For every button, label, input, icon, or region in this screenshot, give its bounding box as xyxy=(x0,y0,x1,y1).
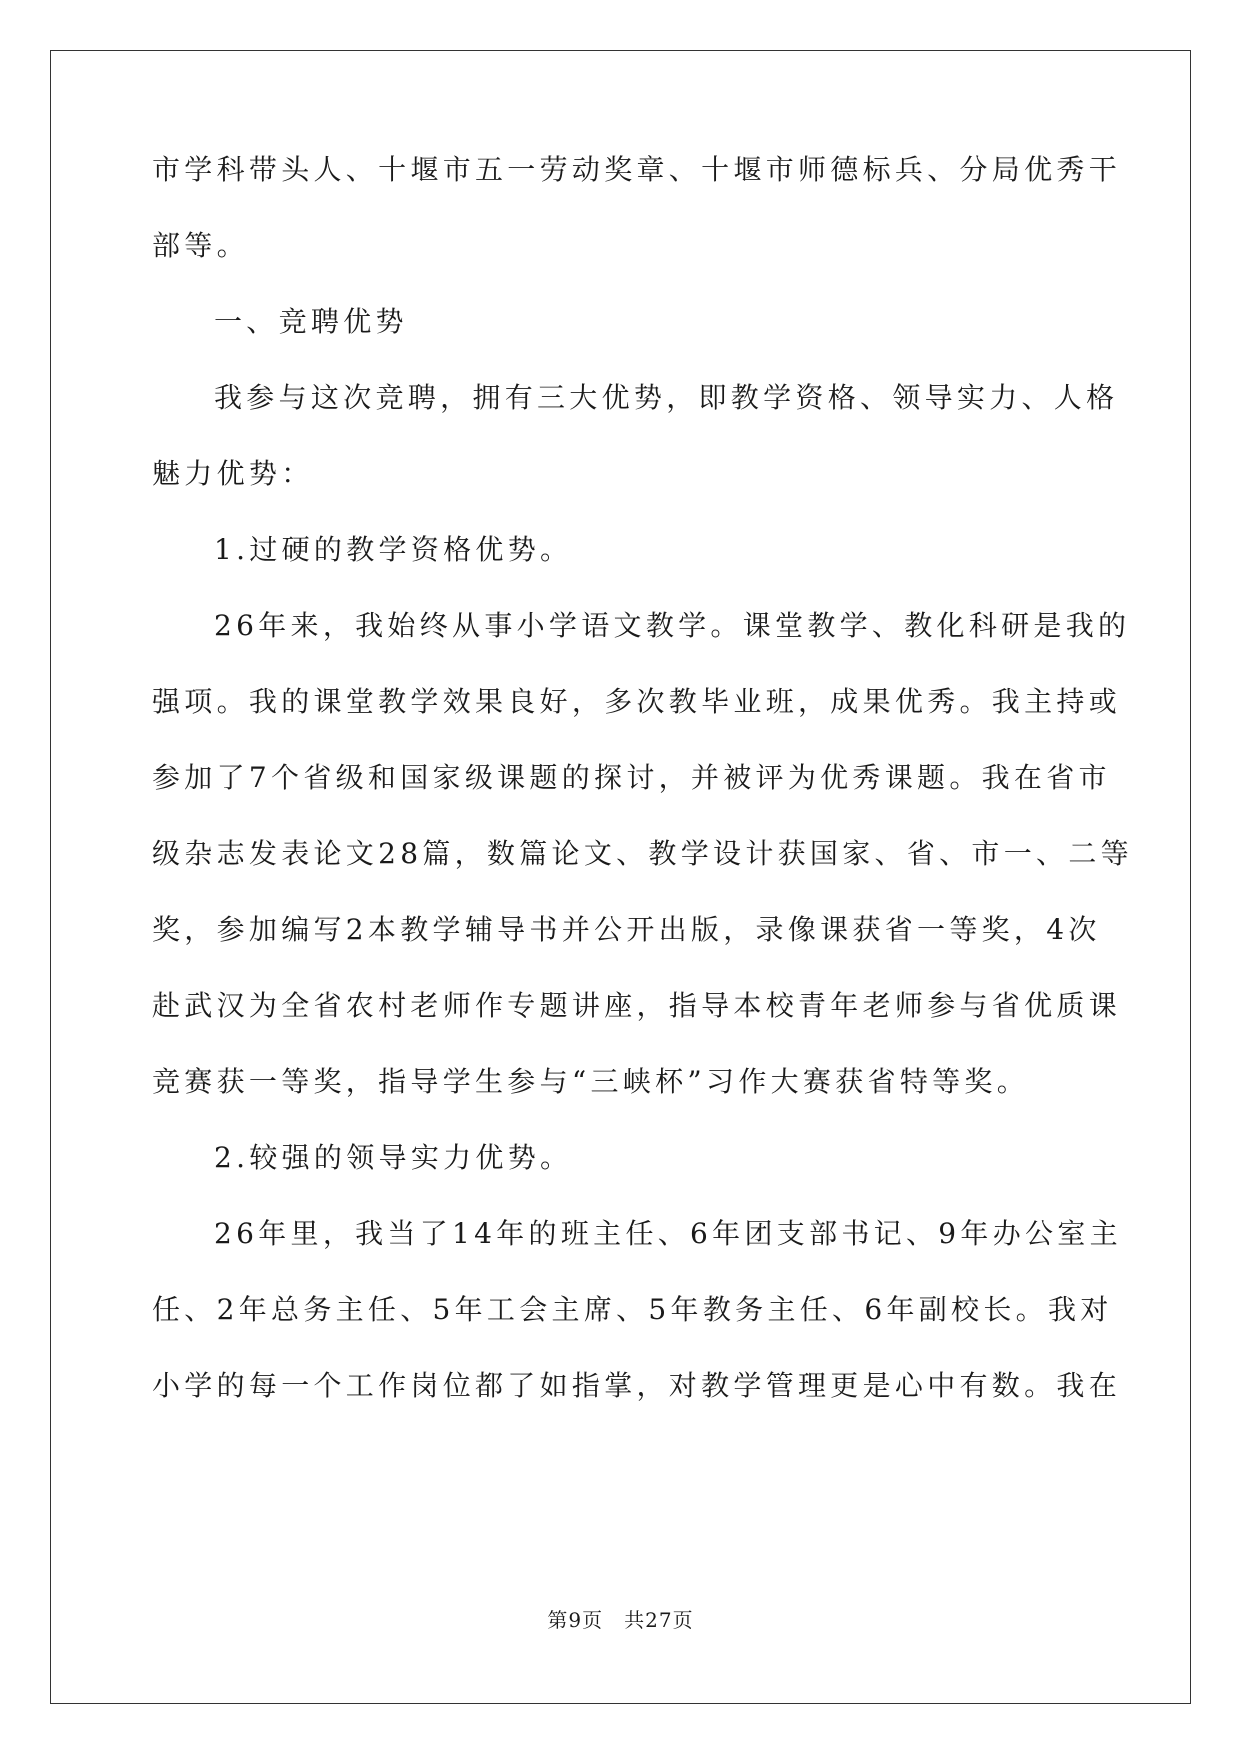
text-line-8: 强项。我的课堂教学效果良好，多次教毕业班，成果优秀。我主持或 xyxy=(152,685,1122,718)
text-line-10: 级杂志发表论文28篇，数篇论文、教学设计获国家、省、市一、二等 xyxy=(152,837,1133,870)
text-line-7: 26年来，我始终从事小学语文教学。课堂教学、教化科研是我的 xyxy=(214,609,1131,642)
text-line-12: 赴武汉为全省农村老师作专题讲座，指导本校青年老师参与省优质课 xyxy=(152,989,1122,1022)
page-number-footer: 第9页 共27页 xyxy=(547,1608,694,1632)
text-line-13: 竞赛获一等奖，指导学生参与“三峡杯”习作大赛获省特等奖。 xyxy=(152,1065,1030,1098)
text-line-5: 魅力优势： xyxy=(152,457,314,490)
page-border xyxy=(50,50,1191,1704)
text-line-2: 部等。 xyxy=(152,229,249,262)
text-line-9: 参加了7个省级和国家级课题的探讨，并被评为优秀课题。我在省市 xyxy=(152,761,1111,794)
text-line-11: 奖，参加编写2本教学辅导书并公开出版，录像课获省一等奖，4次 xyxy=(152,913,1101,946)
subheading-teaching-qualification: 1.过硬的教学资格优势。 xyxy=(214,533,573,566)
text-line-1: 市学科带头人、十堰市五一劳动奖章、十堰市师德标兵、分局优秀干 xyxy=(152,153,1122,186)
section-heading-competition-advantages: 一、竞聘优势 xyxy=(214,305,408,338)
subheading-leadership-ability: 2.较强的领导实力优势。 xyxy=(214,1141,573,1174)
text-line-4: 我参与这次竞聘，拥有三大优势，即教学资格、领导实力、人格 xyxy=(214,381,1119,414)
text-line-17: 小学的每一个工作岗位都了如指掌，对教学管理更是心中有数。我在 xyxy=(152,1369,1122,1402)
text-line-15: 26年里，我当了14年的班主任、6年团支部书记、9年办公室主 xyxy=(214,1217,1122,1250)
text-line-16: 任、2年总务主任、5年工会主席、5年教务主任、6年副校长。我对 xyxy=(152,1293,1113,1326)
